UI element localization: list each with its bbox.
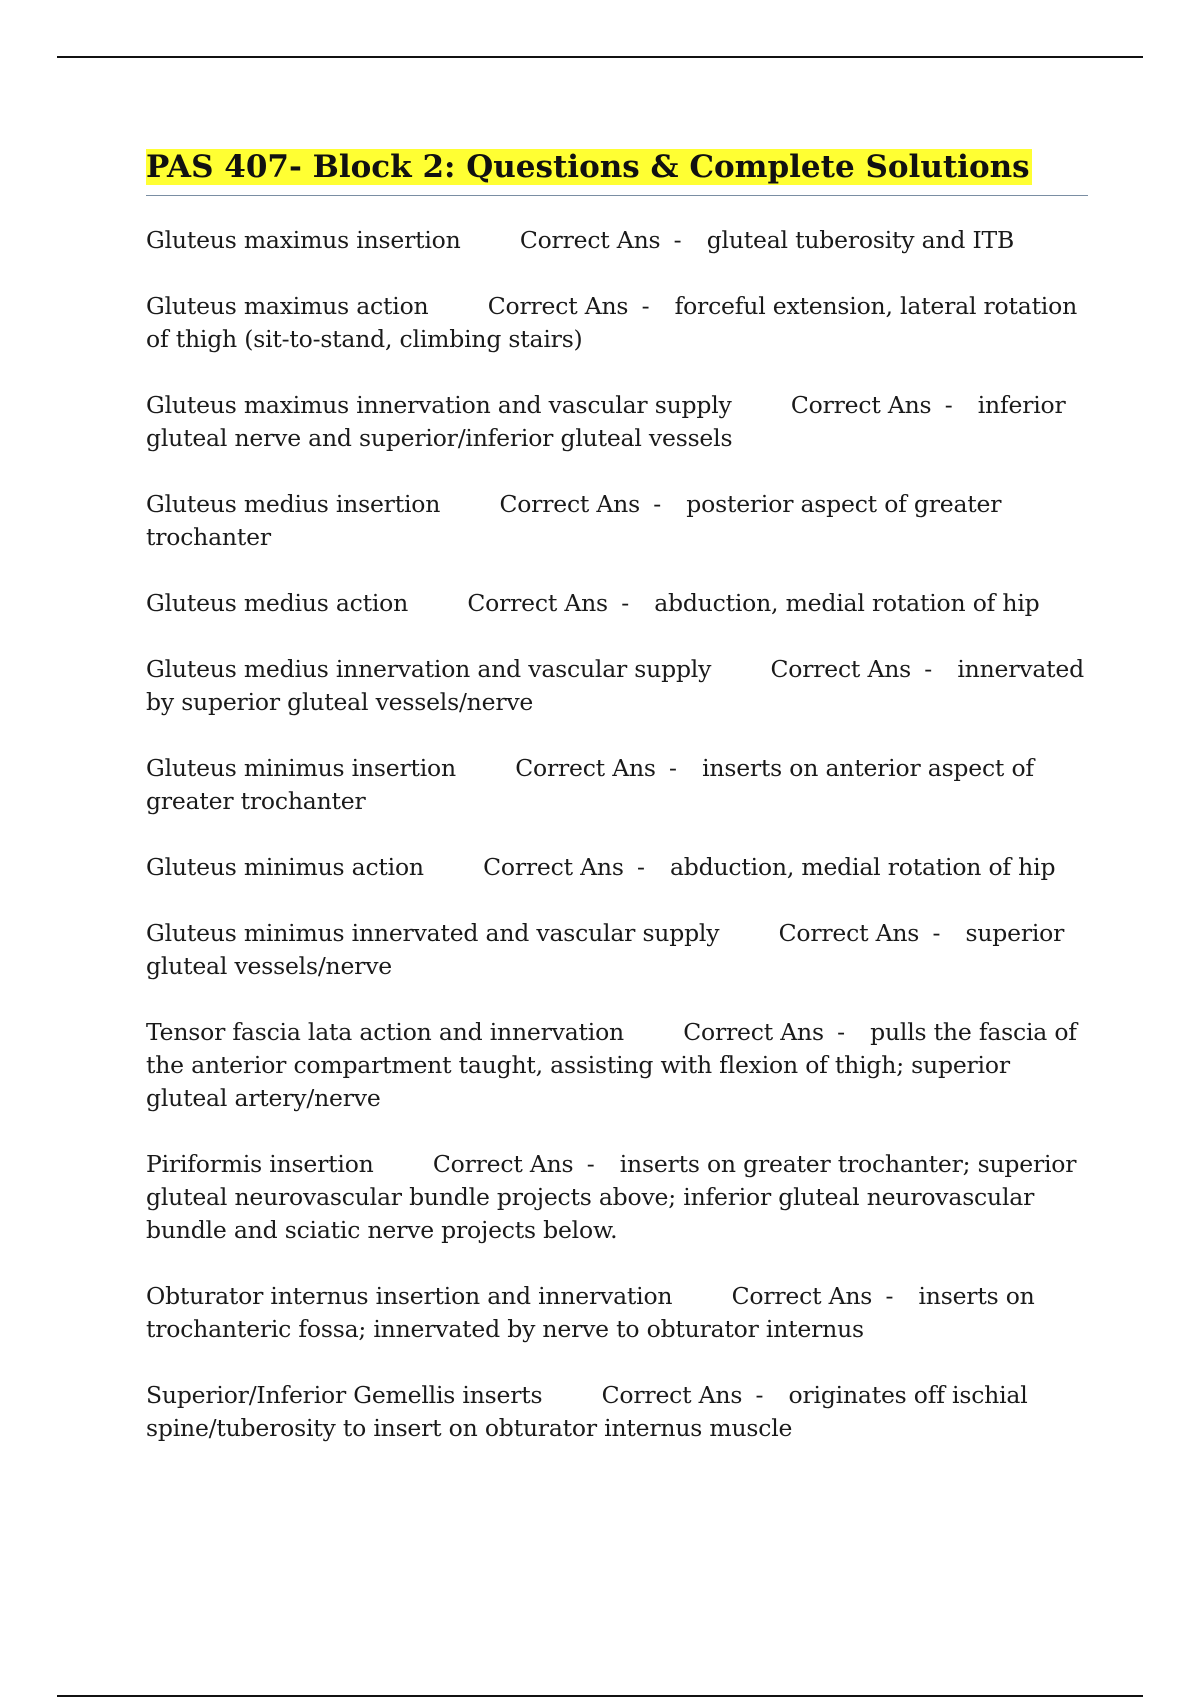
answer-separator: - — [621, 589, 629, 617]
answer-label: Correct Ans — [731, 1282, 873, 1310]
answer-text: innervated by superior gluteal vessels/nerve — [146, 655, 1084, 716]
answer-text: forceful extension, lateral rotation of thigh (sit-to-stand, climbing stairs) — [146, 292, 1078, 353]
answer-label: Correct Ans — [515, 754, 656, 782]
answer-text: abduction, medial rotation of hip — [654, 589, 1040, 617]
answer-text: posterior aspect of greater trochanter — [146, 490, 1002, 551]
qa-item — [146, 1280, 1088, 1346]
question-text: Tensor fascia lata action and innervation — [146, 1018, 624, 1046]
answer-label: Correct Ans — [467, 589, 608, 617]
question-text: Gluteus medius action — [146, 589, 409, 617]
answer-label: Correct Ans — [487, 292, 629, 320]
question-text: Gluteus minimus action — [146, 853, 424, 881]
answer-separator: - — [932, 919, 941, 947]
qa-item — [146, 851, 1088, 884]
qa-item — [146, 224, 1088, 257]
answer-separator: - — [837, 1018, 845, 1046]
answer-text: inferior gluteal nerve and superior/inferior gluteal vessels — [146, 391, 1066, 452]
answer-text: inserts on anterior aspect of greater trochanter — [146, 754, 1034, 815]
answer-separator: - — [586, 1150, 595, 1178]
answer-text: abduction, medial rotation of hip — [670, 853, 1056, 881]
question-text: Obturator internus insertion and innervation — [146, 1282, 673, 1310]
answer-text: inserts on trochanteric fossa; innervated by nerve to obturator internus — [146, 1282, 1035, 1343]
qa-item — [146, 752, 1088, 818]
qa-item — [146, 290, 1088, 356]
answer-label: Correct Ans — [778, 919, 920, 947]
answer-label: Correct Ans — [519, 226, 661, 254]
question-text: Gluteus minimus innervated and vascular supply — [146, 919, 720, 947]
answer-separator: - — [924, 655, 933, 683]
answer-separator: - — [885, 1282, 894, 1310]
bottom-rule — [57, 1695, 1143, 1697]
qa-item — [146, 587, 1088, 620]
question-text: Gluteus maximus insertion — [146, 226, 461, 254]
answer-separator: - — [673, 226, 682, 254]
answer-label: Correct Ans — [770, 655, 912, 683]
answer-separator: - — [669, 754, 677, 782]
question-text: Gluteus medius innervation and vascular supply — [146, 655, 712, 683]
qa-list — [146, 224, 1088, 1445]
answer-separator: - — [755, 1381, 764, 1409]
answer-separator: - — [653, 490, 662, 518]
answer-separator: - — [636, 853, 645, 881]
answer-text: originates off ischial spine/tuberosity to insert on obturator internus muscle — [146, 1381, 1028, 1442]
qa-item — [146, 1016, 1088, 1115]
question-text: Gluteus medius insertion — [146, 490, 441, 518]
top-rule — [57, 56, 1143, 58]
answer-label: Correct Ans — [790, 391, 932, 419]
document-title: PAS 407- Block 2: Questions & Complete Solutions — [146, 149, 1030, 185]
answer-separator: - — [944, 391, 953, 419]
answer-separator: - — [641, 292, 650, 320]
qa-item — [146, 488, 1088, 554]
answer-text: gluteal tuberosity and ITB — [706, 226, 1015, 254]
question-text: Superior/Inferior Gemellis inserts — [146, 1381, 543, 1409]
document-body — [146, 145, 1088, 1478]
question-text: Piriformis insertion — [146, 1150, 374, 1178]
question-text: Gluteus maximus action — [146, 292, 429, 320]
qa-item — [146, 917, 1088, 983]
qa-item — [146, 653, 1088, 719]
answer-label: Correct Ans — [432, 1150, 574, 1178]
question-text: Gluteus minimus insertion — [146, 754, 456, 782]
answer-label: Correct Ans — [601, 1381, 743, 1409]
title-block — [146, 145, 1088, 196]
answer-label: Correct Ans — [483, 853, 624, 881]
qa-item — [146, 1379, 1088, 1445]
answer-text: superior gluteal vessels/nerve — [146, 919, 1065, 980]
qa-item — [146, 1148, 1088, 1247]
answer-label: Correct Ans — [683, 1018, 824, 1046]
answer-label: Correct Ans — [499, 490, 640, 518]
answer-text: inserts on greater trochanter; superior gluteal neurovascular bundle projects above; inferior gluteal neurovascular bundle and sciatic nerve projects below. — [146, 1150, 1077, 1244]
answer-text: pulls the fascia of the anterior compartment taught, assisting with flexion of thigh; superior gluteal artery/nerve — [146, 1018, 1077, 1112]
qa-item — [146, 389, 1088, 455]
question-text: Gluteus maximus innervation and vascular supply — [146, 391, 732, 419]
